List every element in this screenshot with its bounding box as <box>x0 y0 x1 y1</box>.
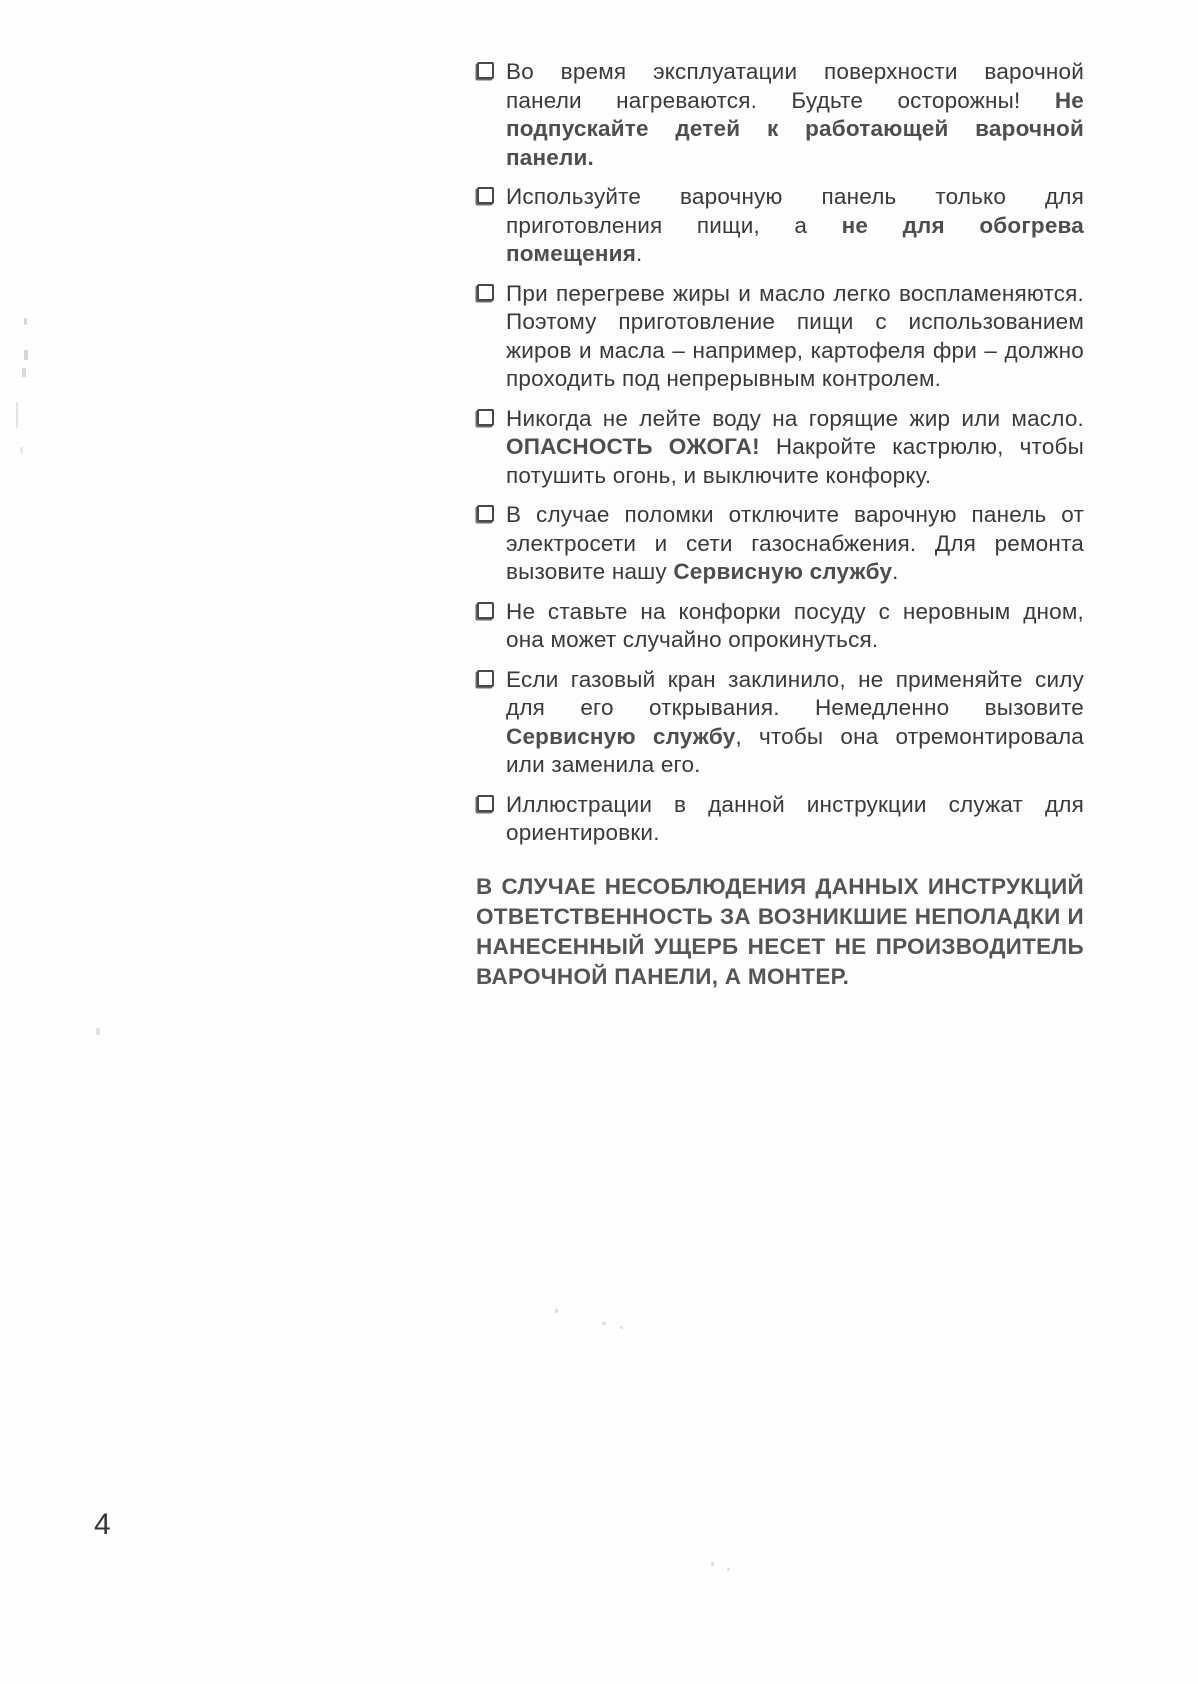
square-bullet-icon <box>477 602 494 619</box>
scan-artifact <box>711 1562 714 1566</box>
bullet-text <box>506 667 1084 778</box>
text-segment: Используйте варочную панель только для приготовления пищи, а <box>506 184 1084 238</box>
bullet-text <box>506 599 1084 653</box>
scan-artifact <box>727 1568 730 1571</box>
scan-artifact <box>24 350 28 360</box>
list-item <box>476 280 1084 394</box>
text-segment: Иллюстрации в данной инструкции служат для ориентировки. <box>506 791 1084 845</box>
list-item <box>476 666 1084 780</box>
square-bullet-icon <box>477 505 494 522</box>
bullet-text <box>506 59 1084 170</box>
list-item <box>476 405 1084 491</box>
bullet-text <box>506 406 1084 488</box>
bold-text-segment: Не подпускайте детей к работающей варочной панели. <box>506 87 1084 170</box>
scan-artifact <box>96 1028 100 1035</box>
scan-artifact <box>620 1326 623 1329</box>
bullet-text <box>506 502 1084 584</box>
text-segment: , чтобы она отремонтировала или заменила его. <box>506 723 1084 777</box>
square-bullet-icon <box>477 670 494 687</box>
scan-artifact <box>555 1309 558 1313</box>
square-bullet-icon <box>477 187 494 204</box>
list-item <box>476 501 1084 587</box>
text-segment: Никогда не лейте воду на горящие жир или масло. <box>506 405 1084 431</box>
bullet-text <box>506 792 1084 846</box>
bold-text-segment: Сервисную службу <box>673 559 893 584</box>
text-segment: В случае поломки отключите варочную панель от электросети и сети газоснабжения. Для ремонта вызовите нашу <box>506 502 1084 584</box>
square-bullet-icon <box>477 284 494 301</box>
list-item <box>476 183 1084 269</box>
page-number: 4 <box>94 1508 111 1541</box>
text-segment: Не ставьте на конфорки посуду с неровным дном, она может случайно опрокинуться. <box>506 598 1084 652</box>
text-segment: . <box>892 559 899 584</box>
bold-text-segment: не для обогрева помещения <box>506 212 1085 266</box>
liability-disclaimer-paragraph: В СЛУЧАЕ НЕСОБЛЮДЕНИЯ ДАННЫХ ИНСТРУКЦИЙ ОТВЕТСТВЕННОСТЬ ЗА ВОЗНИКШИЕ НЕПОЛАДКИ И НАНЕСЕННЫЙ УЩЕРБ НЕСЕТ НЕ ПРОИЗВОДИТЕЛЬ ВАРОЧНОЙ ПАНЕЛИ, А МОНТЕР. <box>476 873 1084 989</box>
list-item <box>476 58 1084 172</box>
text-segment: Во время эксплуатации поверхности варочной панели нагреваются. Будьте осторожны! <box>506 59 1084 113</box>
bold-text-segment: Сервисную службу <box>506 723 736 749</box>
bullet-text <box>506 184 1084 266</box>
square-bullet-icon <box>477 795 494 812</box>
bullet-list <box>476 58 1084 848</box>
text-segment: При перегреве жиры и масло легко воспламеняются. Поэтому приготовление пищи с использованием жиров и масла – например, картофеля фри – должно проходить под непрерывным контролем. <box>506 280 1084 391</box>
scan-artifact <box>602 1322 606 1325</box>
square-bullet-icon <box>477 62 494 79</box>
text-segment: Накройте кастрюлю, чтобы потушить огонь, и выключите конфорку. <box>506 434 1084 488</box>
square-bullet-icon <box>477 409 494 426</box>
list-item <box>476 791 1084 848</box>
scan-artifact <box>16 402 18 428</box>
scan-artifact <box>24 318 27 325</box>
scan-artifact <box>20 447 23 453</box>
text-segment: Если газовый кран заклинило, не применяйте силу для его открывания. Немедленно вызовите <box>506 666 1084 720</box>
text-segment: . <box>636 241 643 266</box>
bold-text-segment: ОПАСНОСТЬ ОЖОГА! <box>506 434 760 459</box>
page-content <box>476 58 1084 1014</box>
bullet-text <box>506 281 1084 392</box>
scan-artifact <box>22 368 26 377</box>
list-item <box>476 598 1084 655</box>
